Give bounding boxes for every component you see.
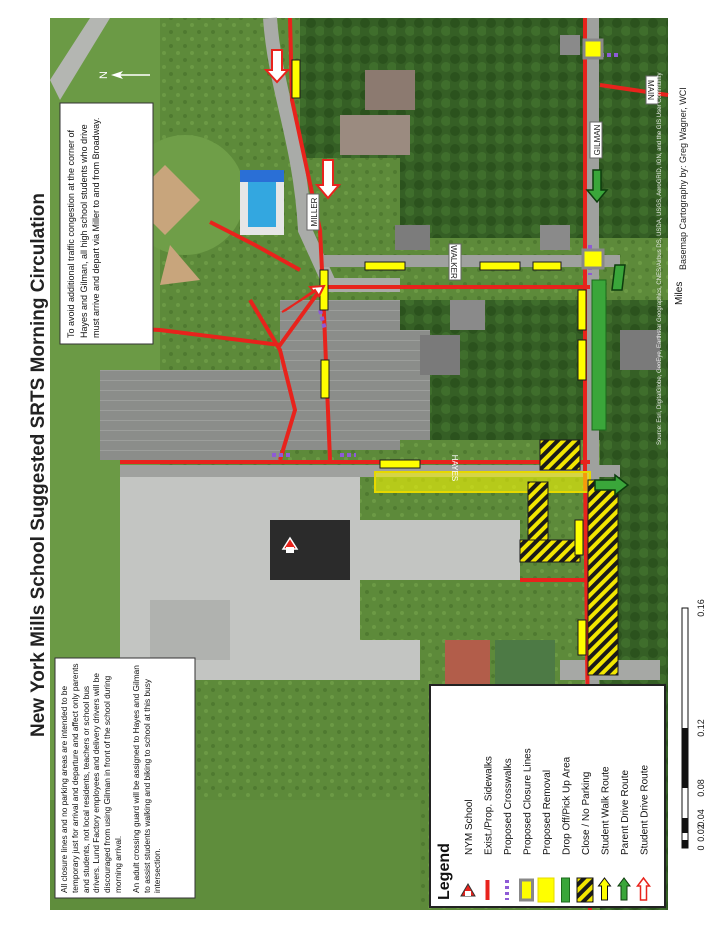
scale-tick-label: 0.02 (696, 824, 706, 842)
legend-label: Parent Drive Route (620, 769, 631, 855)
cartography-credit: Basemap Cartography by: Greg Wagner, WCI (678, 87, 688, 270)
proposed-removal-area (375, 472, 590, 492)
no-parking-area-3 (520, 540, 580, 562)
scale-tick-label: 0 (696, 845, 706, 851)
closure-line-hayes (583, 250, 603, 268)
page-title: New York Mills School Suggested SRTS Morning Circulation (28, 192, 49, 738)
note-bottom-box (55, 658, 195, 898)
legend-label: Proposed Crosswalks (503, 758, 514, 855)
legend-label: Proposed Closure Lines (522, 748, 534, 855)
street-label-miller: MILLER (310, 197, 319, 227)
street-label-gilman: GILMAN (593, 124, 602, 156)
scale-ticks (696, 599, 706, 850)
note-top-box (60, 103, 153, 344)
legend-label: NYM School (464, 799, 475, 855)
scale-tick-label: 0.04 (696, 809, 706, 827)
legend-title: Legend (436, 843, 453, 900)
note-top-text: To avoid additional traffic congestion at the corner of Hayes and Gilman, all high school students who drive must arrive and depart via Miller to and from Broadway. (66, 117, 101, 338)
legend-label: Close / No Parking (581, 771, 592, 855)
scale-tick-label: 0.16 (696, 599, 706, 617)
street-label-main: MAIN (646, 80, 655, 100)
north-label: N (98, 71, 110, 79)
legend-label: Exist./Prop. Sidewalks (483, 756, 495, 855)
legend-symbol-green-box (562, 878, 570, 902)
no-parking-area-1 (588, 480, 618, 675)
street-label-walker: WALKER (449, 245, 458, 279)
closure-line-north (584, 40, 602, 58)
legend-symbol-hatched-box (577, 878, 593, 902)
scale-unit: Miles (674, 281, 685, 305)
legend-label: Drop Off/Pick Up Area (561, 756, 573, 855)
legend-symbol-gray-yellow-bar (521, 880, 533, 900)
source-credit: Source: Esri, DigitalGlobe, GeoEye, Earthstar Geographics, CNES/Airbus DS, USDA, USGS, AeroGRID, IGN, and the GIS User Community (657, 72, 663, 445)
legend-label: Proposed Removal (542, 769, 553, 855)
no-parking-area-4 (528, 482, 548, 540)
legend-symbol-yellow-box (538, 878, 554, 902)
no-parking-area-2 (540, 440, 580, 470)
legend-label: Student Drive Route (639, 764, 651, 855)
drop-off-area (592, 280, 606, 430)
note-bottom-p1: All closure lines and no parking areas are intended to be temporary just for arrival and departure and affect only parents and students, not local residents, teachers or school bus drivers. Lund Factory employees and delivery drivers will be discouraged from using Gilman in front of the school during morning arrival. (59, 663, 123, 893)
scale-tick-label: 0.08 (696, 779, 706, 797)
street-label-hayes: HAYES (450, 454, 459, 482)
scale-bar (674, 282, 688, 848)
scale-tick-label: 0.12 (696, 719, 706, 737)
note-bottom-p2: An adult crossing guard will be assigned to Hayes and Gilman to assist students walking and biking to school at this busy intersection. (130, 665, 163, 893)
legend-label: Student Walk Route (600, 766, 612, 855)
